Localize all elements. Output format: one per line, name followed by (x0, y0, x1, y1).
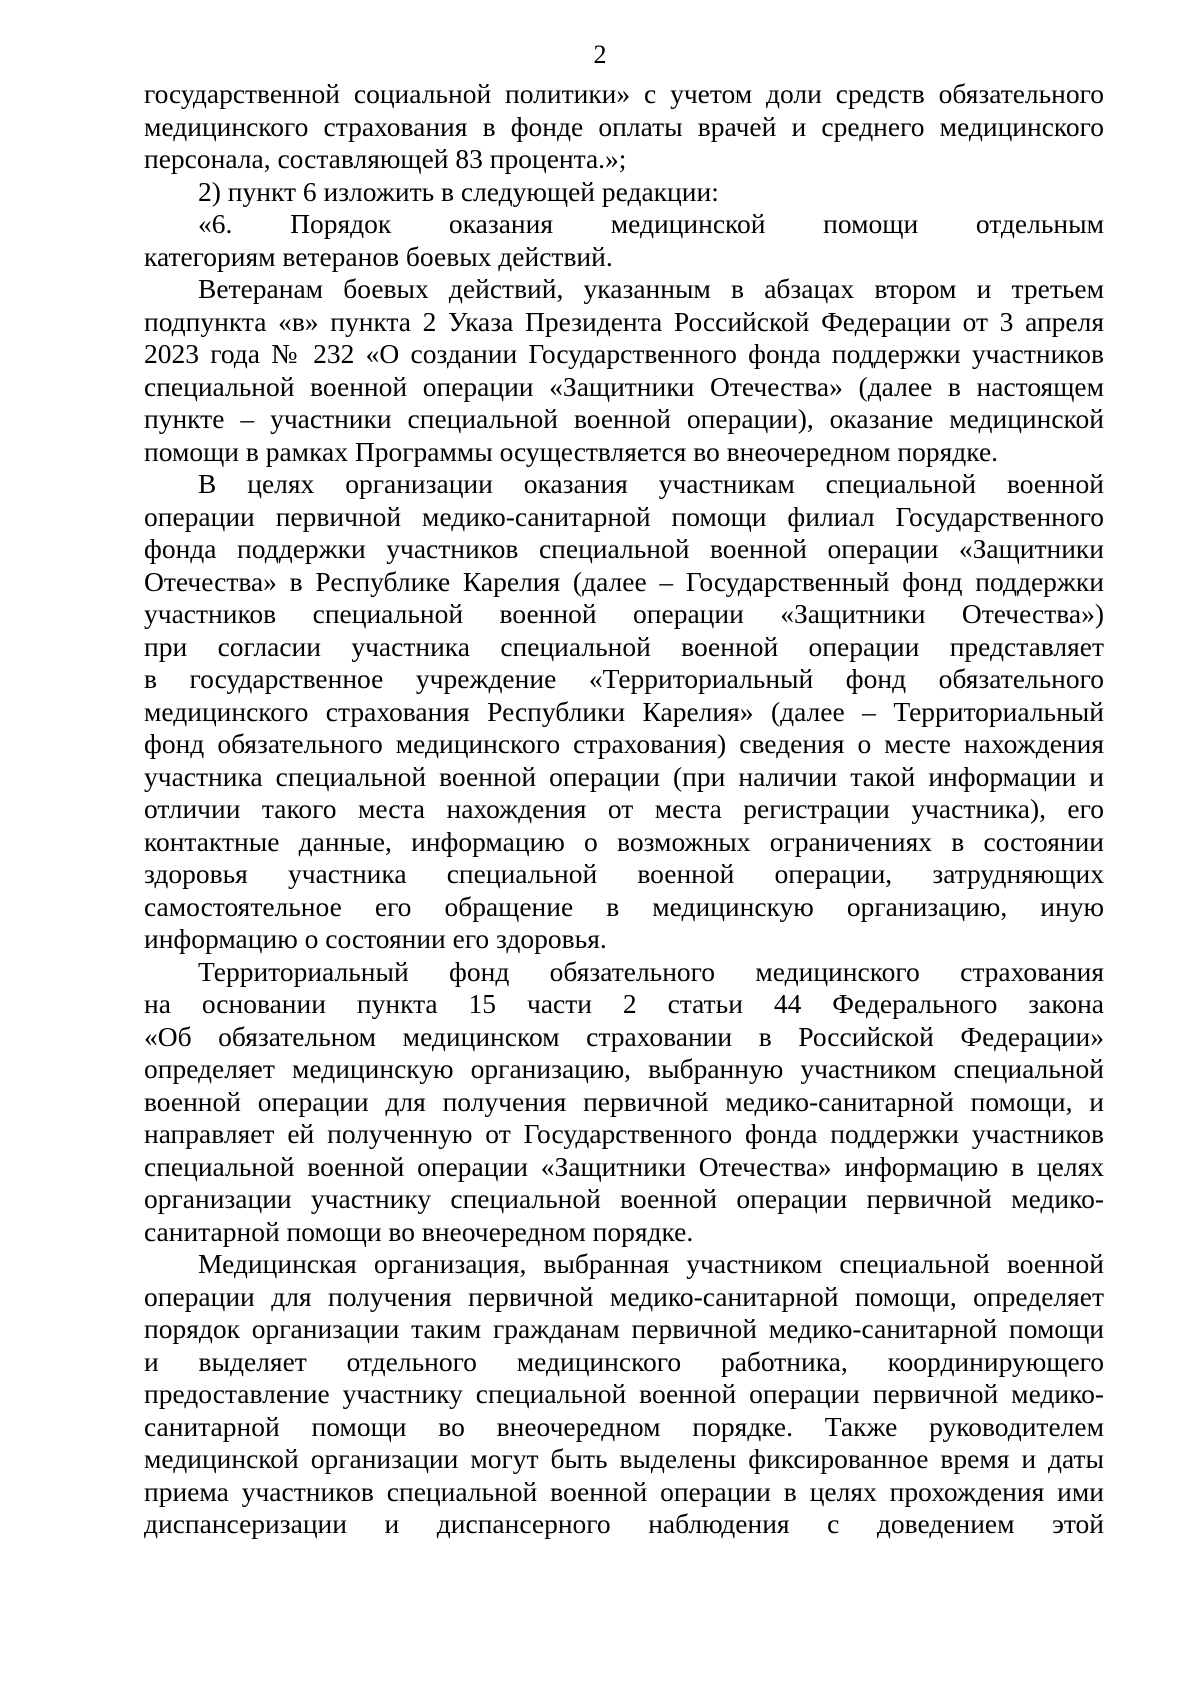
text-line: определяет медицинскую организацию, выбранную участником специальной (144, 1053, 1104, 1084)
text-line: Медицинская организация, выбранная участником специальной военной (198, 1248, 1104, 1279)
text-line: категориям ветеранов боевых действий. (144, 240, 613, 272)
text-line: специальной военной операции «Защитники Отечества» информацию в целях (144, 1150, 1104, 1182)
text-line: организации участнику специальной военной операции первичной медико- (144, 1183, 1104, 1214)
text-line: диспансеризации и диспансерного наблюдения с доведением этой (144, 1508, 1104, 1539)
text-line: медицинской организации могут быть выделены фиксированное время и даты (144, 1443, 1104, 1474)
text-line: санитарной помощи во внеочередном порядке. (144, 1215, 694, 1247)
text-line: контактные данные, информацию о возможных ограничениях в состоянии (144, 825, 1104, 857)
text-line: подпункта «в» пункта 2 Указа Президента Российской Федерации от 3 апреля (144, 305, 1104, 337)
text-line: Территориальный фонд обязательного медицинского страхования (198, 955, 1104, 987)
text-line: направляет ей полученную от Государственного фонда поддержки участников (144, 1118, 1104, 1149)
text-line: фонда поддержки участников специальной военной операции «Защитники (144, 533, 1104, 564)
text-line: В целях организации оказания участникам специальной военной (198, 468, 1104, 499)
text-line: участников специальной военной операции «Защитники Отечества») (144, 598, 1104, 629)
text-line: санитарной помощи во внеочередном порядке. Также руководителем (144, 1410, 1104, 1442)
text-line: Ветеранам боевых действий, указанным в абзацах втором и третьем (198, 273, 1104, 304)
text-line: «Об обязательном медицинском страховании в Российской Федерации» (144, 1020, 1104, 1052)
text-line: персонала, составляющей 83 процента.»; (144, 143, 627, 174)
text-line: здоровья участника специальной военной операции, затрудняющих (144, 858, 1104, 889)
text-line: военной операции для получения первичной медико-санитарной помощи, и (144, 1085, 1104, 1117)
text-line: порядок организации таким гражданам первичной медико-санитарной помощи (144, 1313, 1104, 1344)
text-line: государственной социальной политики» с учетом доли средств обязательного (144, 78, 1104, 109)
text-line: участника специальной военной операции (при наличии такой информации и (144, 760, 1104, 792)
text-line: «6. Порядок оказания медицинской помощи отдельным (198, 208, 1104, 239)
text-line: операции первичной медико-санитарной помощи филиал Государственного (144, 500, 1104, 532)
text-line: информацию о состоянии его здоровья. (144, 923, 607, 954)
text-line: приема участников специальной военной операции в целях прохождения ими (144, 1475, 1104, 1507)
text-line: отличии такого места нахождения от места регистрации участника), его (144, 793, 1104, 824)
text-line: 2) пункт 6 изложить в следующей редакции: (198, 175, 719, 207)
text-line: самостоятельное его обращение в медицинскую организацию, иную (144, 890, 1104, 922)
text-line: медицинского страхования Республики Карелия» (далее – Территориальный (144, 695, 1104, 727)
text-line: 2023 года № 232 «О создании Государственного фонда поддержки участников (144, 338, 1104, 369)
text-line: в государственное учреждение «Территориальный фонд обязательного (144, 663, 1104, 694)
document-body (144, 78, 1104, 1541)
text-line: при согласии участника специальной военной операции представляет (144, 630, 1104, 662)
text-line: предоставление участнику специальной военной операции первичной медико- (144, 1378, 1104, 1409)
text-line: на основании пункта 15 части 2 статьи 44 Федерального закона (144, 988, 1104, 1019)
text-line: и выделяет отдельного медицинского работника, координирующего (144, 1345, 1104, 1377)
text-line: специальной военной операции «Защитники Отечества» (далее в настоящем (144, 370, 1104, 402)
text-line: операции для получения первичной медико-санитарной помощи, определяет (144, 1280, 1104, 1312)
text-line: фонд обязательного медицинского страхования) сведения о месте нахождения (144, 728, 1104, 759)
text-line: Отечества» в Республике Карелия (далее – Государственный фонд поддержки (144, 565, 1104, 597)
text-line: пункте – участники специальной военной операции), оказание медицинской (144, 403, 1104, 434)
text-line: помощи в рамках Программы осуществляется во внеочередном порядке. (144, 435, 999, 467)
text-line: медицинского страхования в фонде оплаты врачей и среднего медицинского (144, 110, 1104, 142)
page-number: 2 (593, 40, 607, 69)
